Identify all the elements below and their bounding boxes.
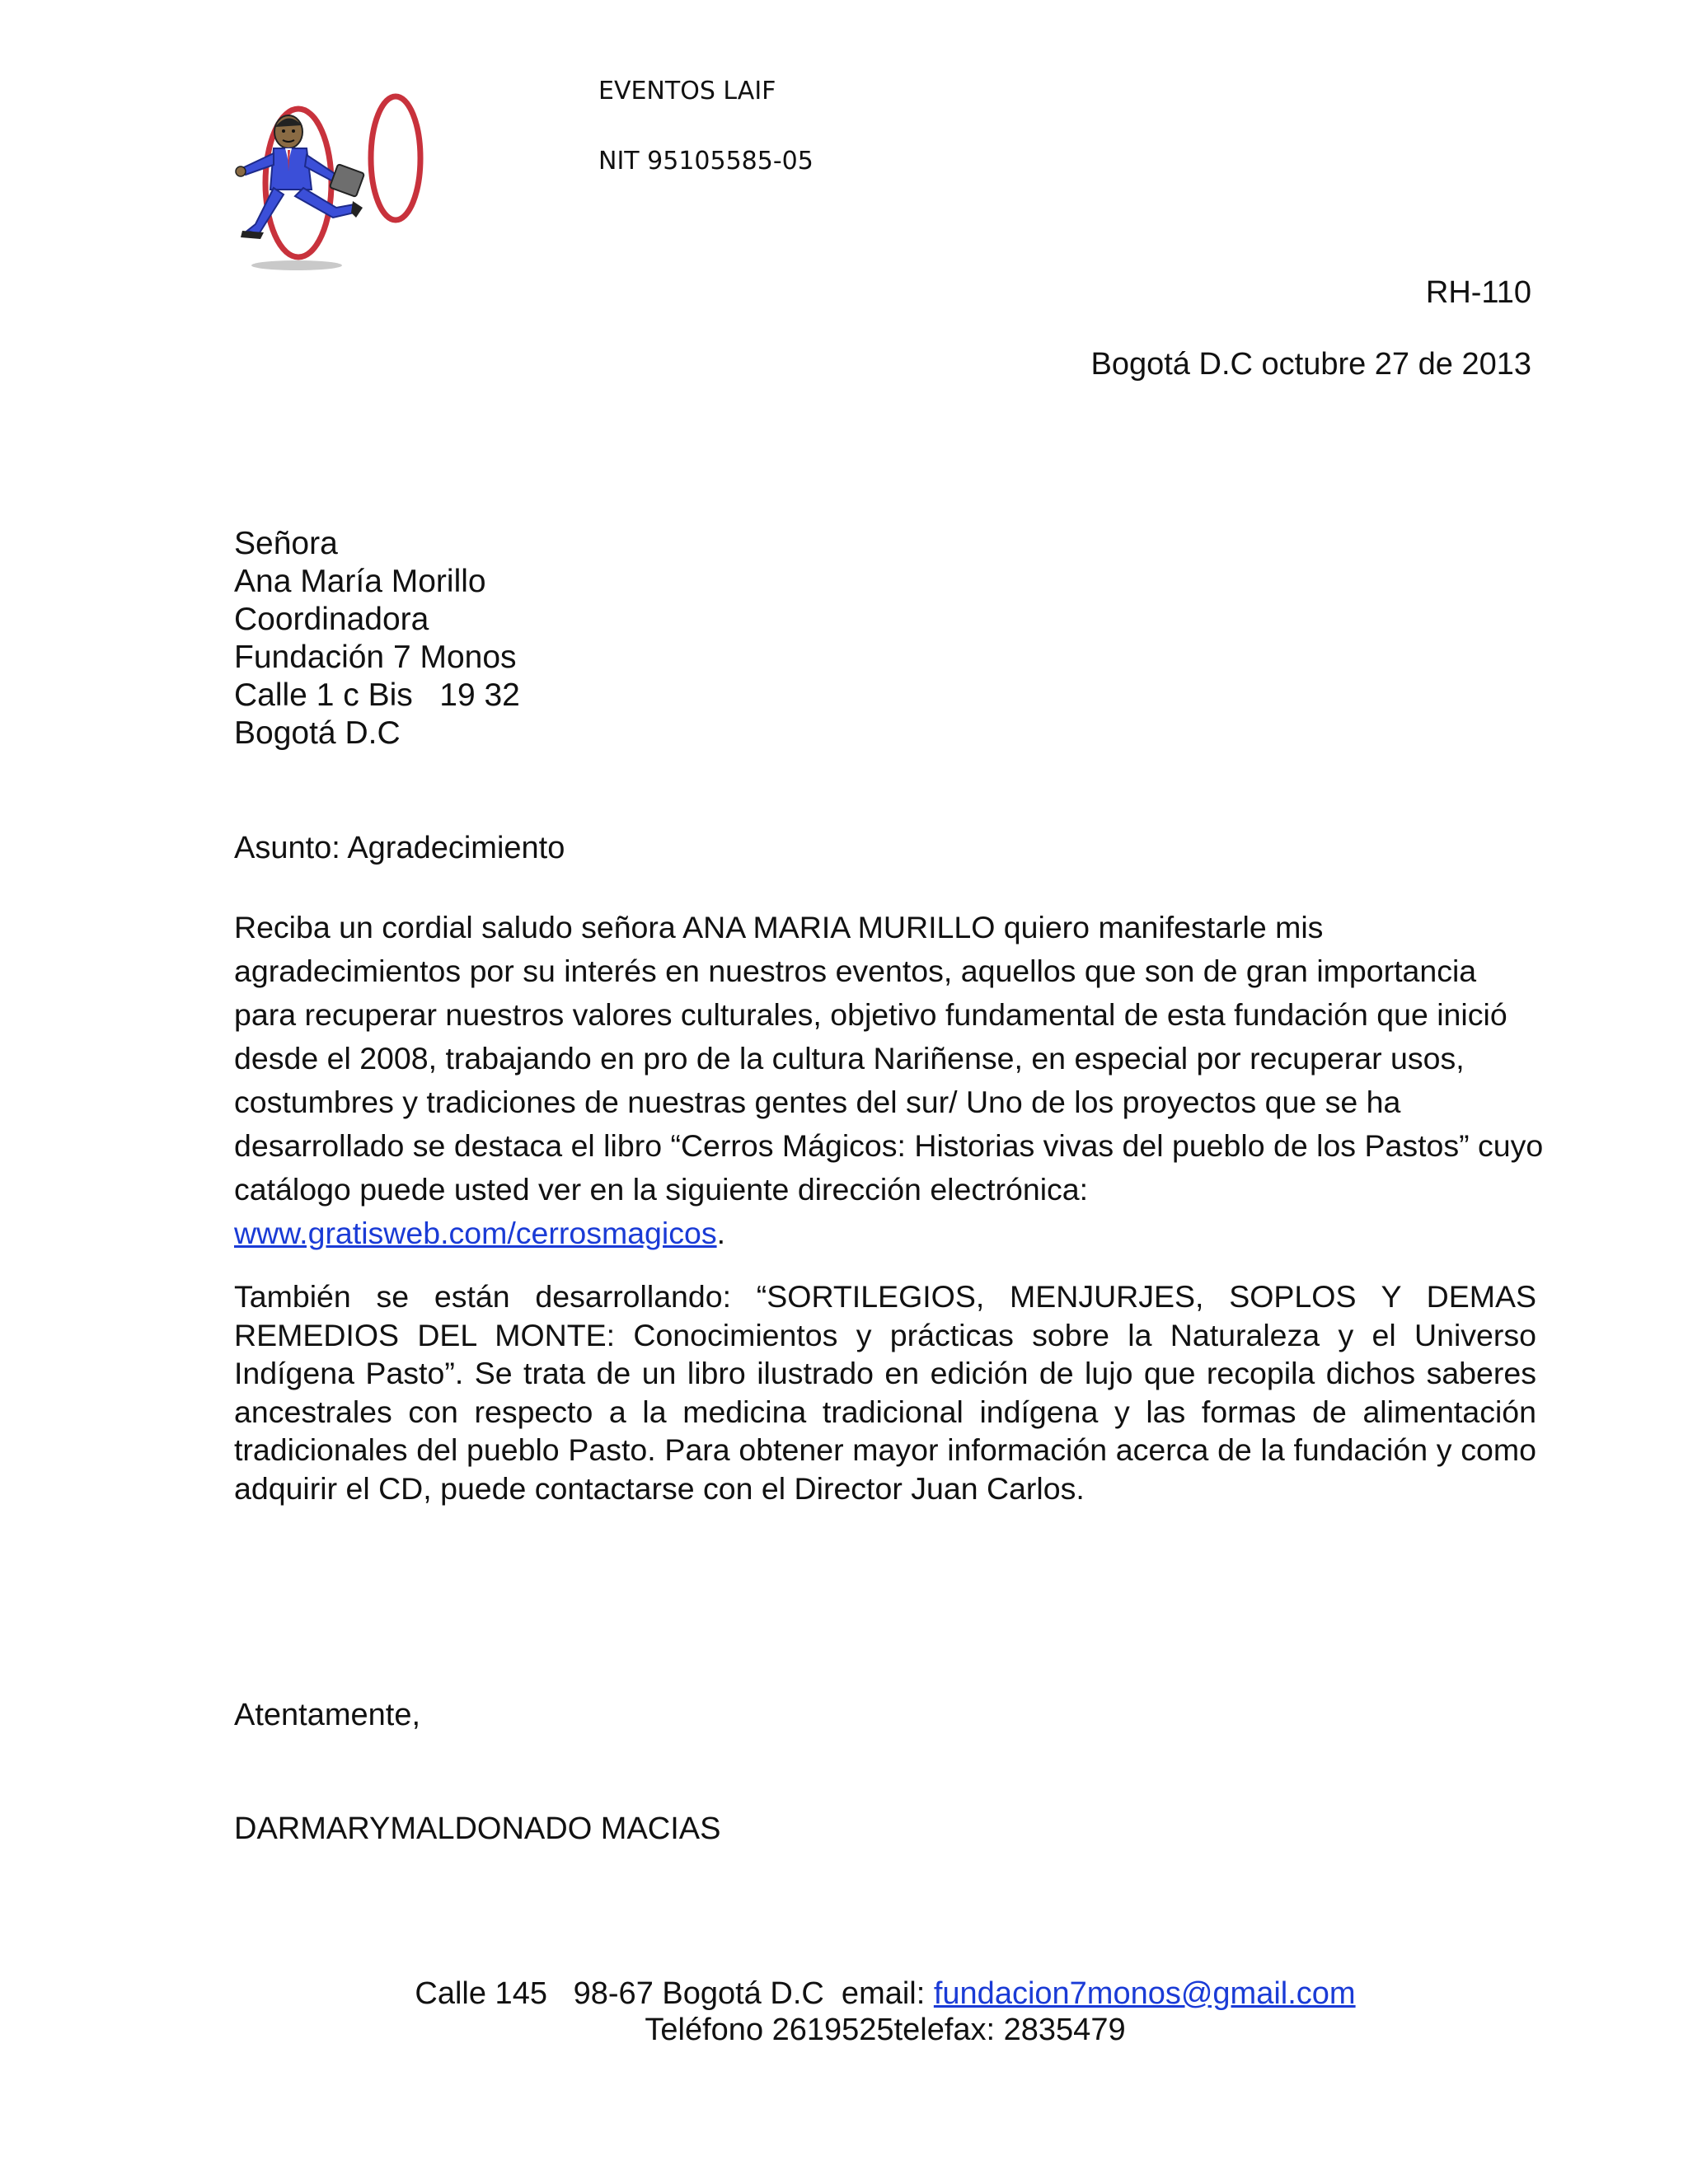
footer-address: Calle 145 98-67 Bogotá D.C email:: [415, 1976, 934, 2011]
body-paragraph-2: También se están desarrollando: “SORTILEGIOS, MENJURJES, SOPLOS Y DEMAS REMEDIOS DEL MONTE: Conocimientos y prácticas sobre la Naturaleza y el Universo Indígena Pasto”. Se trata de un libro ilustrado en edición de lujo que recopila dichos saberes ancestrales con respecto a la medicina tradicional indígena y las formas de alimentación tradicionales del pueblo Pasto. Para obtener mayor información acerca de la fundación y como adquirir el CD, puede contactarse con el Director Juan Carlos.: [234, 1279, 1536, 1506]
catalog-link[interactable]: www.gratisweb.com/cerrosmagicos: [234, 1216, 717, 1250]
body-paragraph-1: [234, 906, 1545, 1255]
recipient-address: Calle 1 c Bis 19 32: [234, 677, 520, 713]
recipient-role: Coordinadora: [234, 602, 429, 637]
paragraph-1-end: .: [716, 1216, 726, 1250]
paragraph-1-text: Reciba un cordial saludo señora ANA MARIA MURILLO quiero manifestarle mis agradecimientos por su interés en nuestros eventos, aquellos que son de gran importancia para recuperar nuestros valores culturales, objetivo fundamental de esta fundación que inició desde el 2008, trabajando en pro de la cultura Nariñense, en especial por recuperar usos, costumbres y tradiciones de nuestras gentes del sur/ Uno de los proyectos que se ha desarrollado se destaca el libro “Cerros Mágicos: Historias vivas del pueblo de los Pastos” cuyo catálogo puede usted ver en la siguiente dirección electrónica:: [234, 910, 1544, 1207]
reference-code: RH-110: [1425, 275, 1531, 310]
recipient-salutation: Señora: [234, 526, 338, 561]
signer-name: DARMARYMALDONADO MACIAS: [234, 1811, 721, 1846]
businessman-hoops-logo-icon: [231, 92, 437, 278]
footer-email-link[interactable]: fundacion7monos@gmail.com: [933, 1976, 1356, 2011]
recipient-name: Ana María Morillo: [234, 564, 486, 599]
recipient-city: Bogotá D.C: [234, 715, 401, 751]
letter-date: Bogotá D.C octubre 27 de 2013: [1090, 347, 1531, 382]
recipient-organization: Fundación 7 Monos: [234, 640, 517, 675]
letter-subject: Asunto: Agradecimiento: [234, 831, 565, 865]
company-nit: NIT 95105585-05: [598, 147, 814, 176]
closing-line: Atentamente,: [234, 1698, 421, 1732]
footer-address-line: [0, 1976, 1688, 2012]
recipient-block: [234, 525, 520, 752]
company-name: EVENTOS LAIF: [598, 77, 776, 105]
footer-phone-line: Teléfono 2619525telefax: 2835479: [645, 2013, 1126, 2047]
